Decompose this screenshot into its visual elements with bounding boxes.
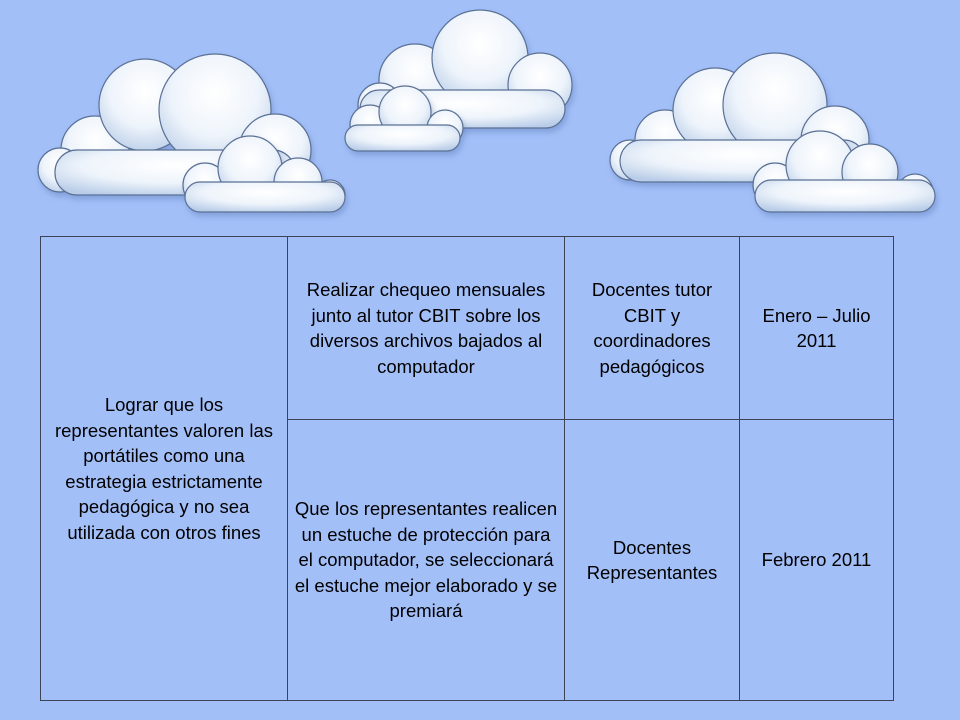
activity-text: Que los representantes realicen un estuche de protección para el computador, se seleccionará el estuche mejor elaborado y se premiará	[294, 498, 558, 622]
table-row	[41, 237, 894, 420]
activity-text: Realizar chequeo mensuales junto al tutor CBIT sobre los diversos archivos bajados al computador	[306, 279, 546, 377]
date-text: Enero – Julio 2011	[762, 304, 871, 351]
date-text: Febrero 2011	[761, 549, 872, 571]
date-cell	[740, 420, 894, 701]
responsible-cell	[565, 420, 740, 701]
plan-table	[40, 236, 894, 701]
objective-cell	[41, 237, 288, 701]
date-cell	[740, 237, 894, 420]
responsible-text: Docentes tutor CBIT y coordinadores pedagógicos	[591, 279, 713, 377]
objective-text: Lograr que los representantes valoren las portátiles como una estrategia estrictamente pedagógica y no sea utilizada con otros fines	[54, 394, 274, 543]
activity-cell	[288, 420, 565, 701]
responsible-text: Docentes Representantes	[586, 536, 718, 583]
responsible-cell	[565, 237, 740, 420]
clouds-decoration	[0, 0, 960, 240]
activity-cell	[288, 237, 565, 420]
